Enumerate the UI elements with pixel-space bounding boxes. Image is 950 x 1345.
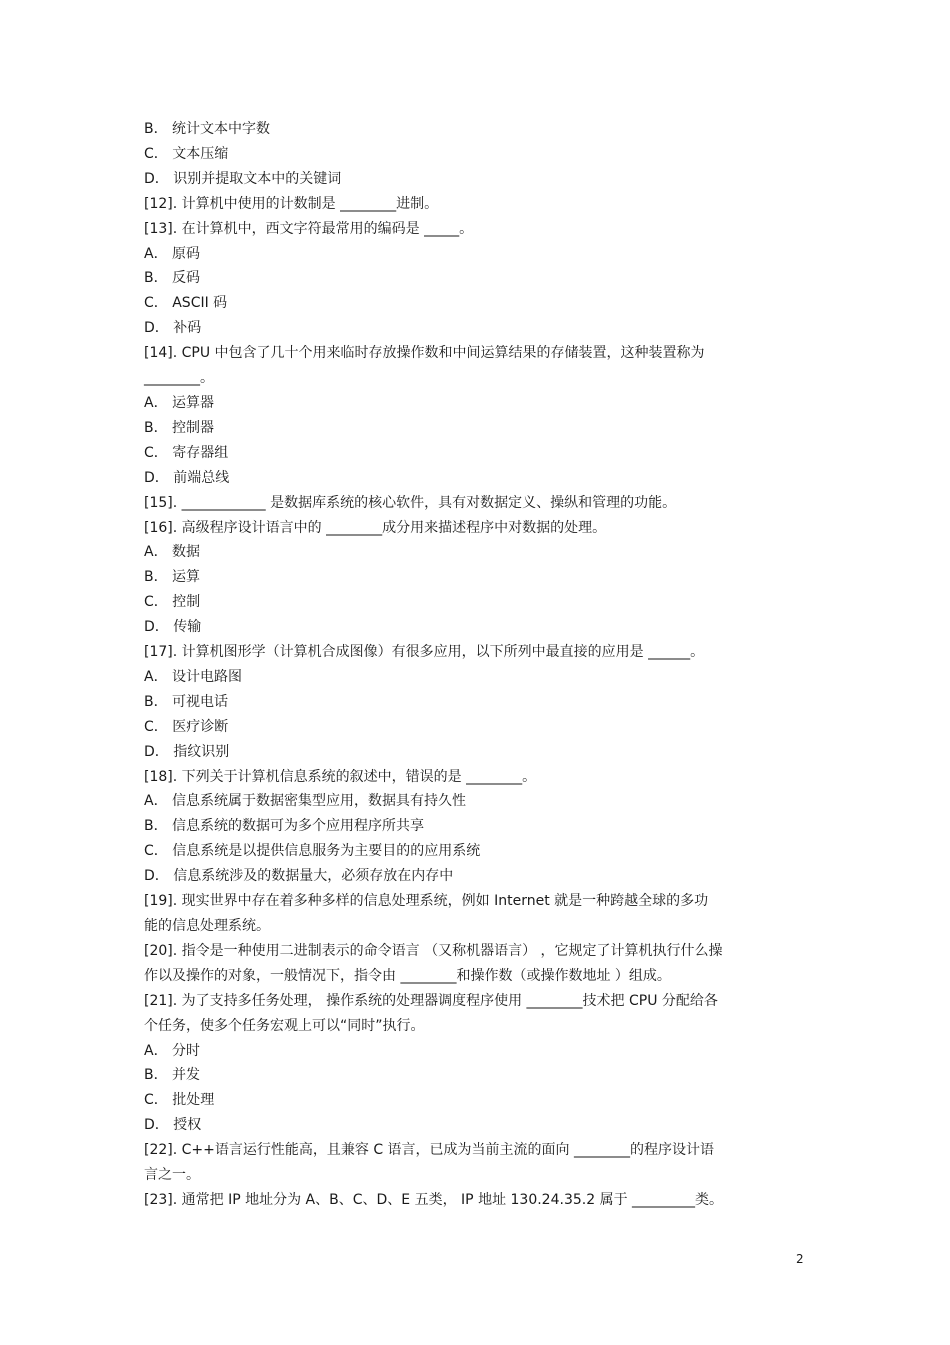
page-number: 2 xyxy=(796,1252,804,1266)
question-text: [12]. 计算机中使用的计数制是 ________进制。 xyxy=(144,195,439,212)
answer-option: A． 运算器 xyxy=(144,394,215,411)
answer-option: B． 运算 xyxy=(144,569,201,586)
question-text: [19]. 现实世界中存在着多种多样的信息处理系统，例如 Internet 就是一种跨越全球的多功 xyxy=(144,893,709,910)
question-text: [13]. 在计算机中，西文字符最常用的编码是 _____。 xyxy=(144,220,474,237)
answer-option: C． 信息系统是以提供信息服务为主要目的的应用系统 xyxy=(144,843,481,860)
question-text-continued: ________。 xyxy=(144,370,214,387)
answer-option: C． 控制 xyxy=(144,594,201,611)
question-text: [18]. 下列关于计算机信息系统的叙述中，错误的是 ________。 xyxy=(144,768,537,785)
answer-option: C． 批处理 xyxy=(144,1092,215,1109)
answer-option: B． 可视电话 xyxy=(144,693,229,710)
answer-option: C． 医疗诊断 xyxy=(144,718,229,735)
answer-option: D． 信息系统涉及的数据量大，必须存放在内存中 xyxy=(144,868,454,885)
answer-option: C． 寄存器组 xyxy=(144,444,229,461)
answer-option: A． 信息系统属于数据密集型应用，数据具有持久性 xyxy=(144,793,467,810)
answer-option: B． 并发 xyxy=(144,1067,201,1084)
answer-option: B． 反码 xyxy=(144,270,201,287)
answer-option: D． 指纹识别 xyxy=(144,743,230,760)
answer-option: B． 控制器 xyxy=(144,419,215,436)
question-text: [14]. CPU 中包含了几十个用来临时存放操作数和中间运算结果的存储装置，这种装置称为 xyxy=(144,345,705,362)
answer-option: A． 数据 xyxy=(144,544,201,561)
answer-option: D． 前端总线 xyxy=(144,469,230,486)
question-text: [16]. 高级程序设计语言中的 ________成分用来描述程序中对数据的处理。 xyxy=(144,519,607,536)
question-text-continued: 个任务，使多个任务宏观上可以“同时”执行。 xyxy=(144,1017,425,1034)
answer-option: A． 分时 xyxy=(144,1042,201,1059)
answer-option: C． 文本压缩 xyxy=(144,145,229,162)
question-text: [21]. 为了支持多任务处理， 操作系统的处理器调度程序使用 ________技术把 CPU 分配给各 xyxy=(144,992,718,1009)
question-text: [23]. 通常把 IP 地址分为 A、B、C、D、E 五类， IP 地址 130.24.35.2 属于 _________类。 xyxy=(144,1191,724,1208)
answer-option: A． 原码 xyxy=(144,245,201,262)
question-text: [17]. 计算机图形学（计算机合成图像）有很多应用，以下所列中最直接的应用是 ______。 xyxy=(144,644,705,661)
question-text-continued: 言之一。 xyxy=(144,1167,200,1184)
answer-option: B． 统计文本中字数 xyxy=(144,121,271,137)
question-text: [22]. C++语言运行性能高，且兼容 C 语言，已成为当前主流的面向 ________的程序设计语 xyxy=(144,1142,714,1159)
question-text-continued: 作以及操作的对象，一般情况下，指令由 ________和操作数（或操作数地址 ）组成。 xyxy=(144,967,671,984)
answer-option: D． 识别并提取文本中的关键词 xyxy=(144,170,342,187)
answer-option: D． 补码 xyxy=(144,320,202,337)
document-body xyxy=(144,117,806,1213)
question-text-continued: 能的信息处理系统。 xyxy=(144,918,270,934)
answer-option: C． ASCII 码 xyxy=(144,295,228,312)
answer-option: B． 信息系统的数据可为多个应用程序所共享 xyxy=(144,818,425,835)
answer-option: A． 设计电路图 xyxy=(144,668,243,685)
answer-option: D． 传输 xyxy=(144,619,202,636)
question-text: [20]. 指令是一种使用二进制表示的命令语言 （又称机器语言） ，它规定了计算机执行什么操 xyxy=(144,942,723,959)
answer-option: D． 授权 xyxy=(144,1117,202,1134)
question-text: [15]. ____________ 是数据库系统的核心软件，具有对数据定义、操纵和管理的功能。 xyxy=(144,494,677,511)
